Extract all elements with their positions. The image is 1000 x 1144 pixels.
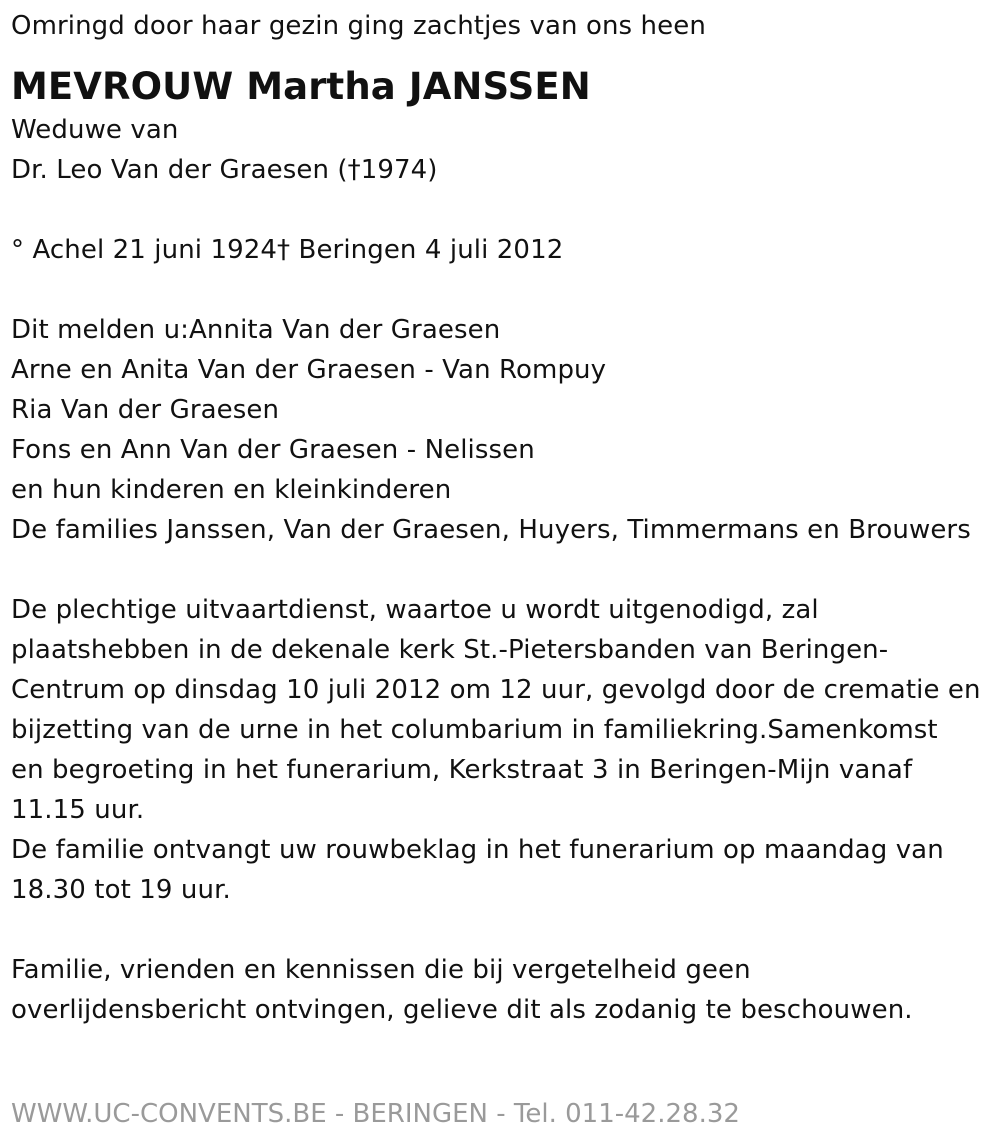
obituary-notice xyxy=(11,6,993,1030)
spacer xyxy=(11,550,993,590)
announcer-line: en hun kinderen en kleinkinderen xyxy=(11,475,452,505)
spacer xyxy=(11,190,993,230)
closing-paragraph xyxy=(11,950,993,1030)
service-paragraph xyxy=(11,590,993,830)
intro-text: Omringd door haar gezin ging zachtjes van ons heen xyxy=(11,11,706,41)
service-line: Centrum op dinsdag 10 juli 2012 om 12 uur, gevolgd door de crematie en xyxy=(11,675,981,705)
deceased-name: MEVROUW Martha JANSSEN xyxy=(11,65,591,108)
announcer-line: Ria Van der Graesen xyxy=(11,395,280,425)
footer-contact: WWW.UC-CONVENTS.BE - BERINGEN - Tel. 011-42.28.32 xyxy=(11,1099,740,1129)
closing-line: overlijdensbericht ontvingen, gelieve dit als zodanig te beschouwen. xyxy=(11,995,913,1025)
condolences-paragraph xyxy=(11,830,993,910)
spouse-name: Dr. Leo Van der Graesen (†1974) xyxy=(11,155,438,185)
announcer-line: Arne en Anita Van der Graesen - Van Rompuy xyxy=(11,355,607,385)
announcer-line: De families Janssen, Van der Graesen, Huyers, Timmermans en Brouwers xyxy=(11,515,971,545)
spacer xyxy=(11,910,993,950)
service-line: en begroeting in het funerarium, Kerkstraat 3 in Beringen-Mijn vanaf xyxy=(11,755,913,785)
closing-line: Familie, vrienden en kennissen die bij vergetelheid geen xyxy=(11,955,751,985)
spouse-prefix: Weduwe van xyxy=(11,115,179,145)
announcers-list xyxy=(11,310,993,550)
spacer xyxy=(11,270,993,310)
condolences-line: 18.30 tot 19 uur. xyxy=(11,875,231,905)
service-line: plaatshebben in de dekenale kerk St.-Pietersbanden van Beringen- xyxy=(11,635,889,665)
service-line: 11.15 uur. xyxy=(11,795,145,825)
service-line: De plechtige uitvaartdienst, waartoe u wordt uitgenodigd, zal xyxy=(11,595,819,625)
service-line: bijzetting van de urne in het columbarium in familiekring.Samenkomst xyxy=(11,715,938,745)
birth-death-dates: ° Achel 21 juni 1924† Beringen 4 juli 2012 xyxy=(11,235,564,265)
announcer-line: Fons en Ann Van der Graesen - Nelissen xyxy=(11,435,535,465)
condolences-line: De familie ontvangt uw rouwbeklag in het funerarium op maandag van xyxy=(11,835,944,865)
announcer-line: Dit melden u:Annita Van der Graesen xyxy=(11,315,501,345)
